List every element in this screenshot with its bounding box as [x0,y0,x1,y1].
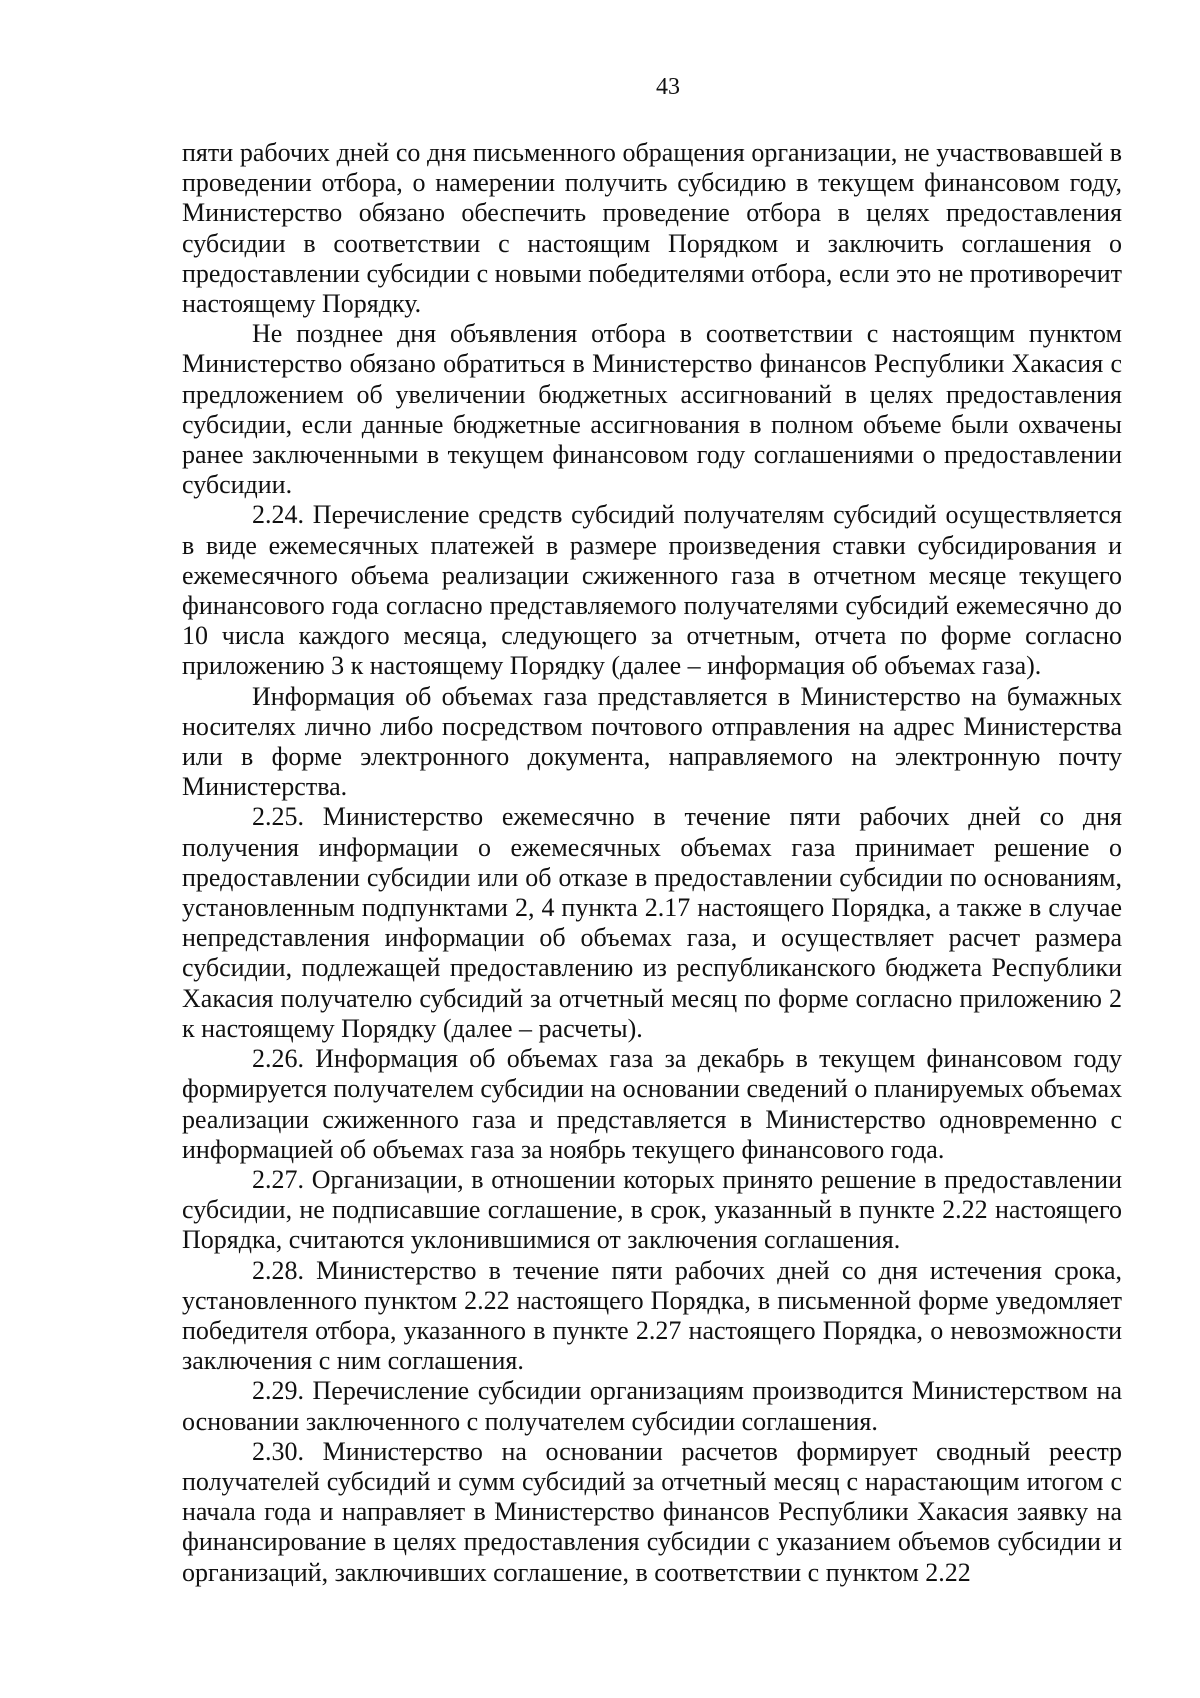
paragraph-2-26: 2.26. Информация об объемах газа за декабрь в текущем финансовом году формируется получателем субсидии на основании сведений о планируемых объемах реализации сжиженного газа и представляется в Министерство одновременно с информацией об объемах газа за ноябрь текущего финансового года. [182,1044,1122,1164]
paragraph-gas-volume-info: Информация об объемах газа представляется в Министерство на бумажных носителях лично либо посредством почтового отправления на адрес Министерства или в форме электронного документа, направляемого на электронную почту Министерства. [182,681,1122,802]
page-number: 43 [656,74,680,100]
paragraph-2-29: 2.29. Перечисление субсидии организациям производится Министерством на основании заключенного с получателем субсидии соглашения. [182,1376,1122,1436]
paragraph-2-30: 2.30. Министерство на основании расчетов формирует сводный реестр получателей субсидий и сумм субсидий за отчетный месяц с нарастающим итогом с начала года и направляет в Министерство финансов Республики Хакасия заявку на финансирование в целях предоставления субсидии с указанием объемов субсидии и организаций, заключивших соглашение, в соответствии с пунктом 2.22 [182,1436,1122,1587]
paragraph-2-25: 2.25. Министерство ежемесячно в течение пяти рабочих дней со дня получения информации о ежемесячных объемах газа принимает решение о предоставлении субсидии или об отказе в предоставлении субсидии по основаниям, установленным подпунктами 2, 4 пункта 2.17 настоящего Порядка, а также в случае непредставления информации об объемах газа, и осуществляет расчет размера субсидии, подлежащей предоставлению из республиканского бюджета Республики Хакасия получателю субсидий за отчетный месяц по форме согласно приложению 2 к настоящему Порядку (далее – расчеты). [182,802,1122,1043]
document-page [182,72,1122,1588]
paragraph-2-24: 2.24. Перечисление средств субсидий получателям субсидий осуществляется в виде ежемесячных платежей в размере произведения ставки субсидирования и ежемесячного объема реализации сжиженного газа в отчетном месяце текущего финансового года согласно представляемого получателями субсидий ежемесячно до 10 числа каждого месяца, следующего за отчетным, отчета по форме согласно приложению 3 к настоящему Порядку (далее – информация об объемах газа). [182,500,1122,681]
paragraph-2-28: 2.28. Министерство в течение пяти рабочих дней со дня истечения срока, установленного пунктом 2.22 настоящего Порядка, в письменной форме уведомляет победителя отбора, указанного в пункте 2.27 настоящего Порядка, о невозможности заключения с ним соглашения. [182,1255,1122,1376]
paragraph-2-27: 2.27. Организации, в отношении которых принято решение в предоставлении субсидии, не подписавшие соглашение, в срок, указанный в пункте 2.22 настоящего Порядка, считаются уклонившимися от заключения соглашения. [182,1164,1122,1255]
paragraph-budget-allocation: Не позднее дня объявления отбора в соответствии с настоящим пунктом Министерство обязано обратиться в Министерство финансов Республики Хакасия с предложением об увеличении бюджетных ассигнований в целях предоставления субсидии, если данные бюджетные ассигнования в полном объеме были охвачены ранее заключенными в текущем финансовом году соглашениями о предоставлении субсидии. [182,319,1122,500]
paragraph-continuation: пяти рабочих дней со дня письменного обращения организации, не участвовавшей в проведении отбора, о намерении получить субсидию в текущем финансовом году, Министерство обязано обеспечить проведение отбора в целях предоставления субсидии в соответствии с настоящим Порядком и заключить соглашения о предоставлении субсидии с новыми победителями отбора, если это не противоречит настоящему Порядку. [182,138,1122,319]
